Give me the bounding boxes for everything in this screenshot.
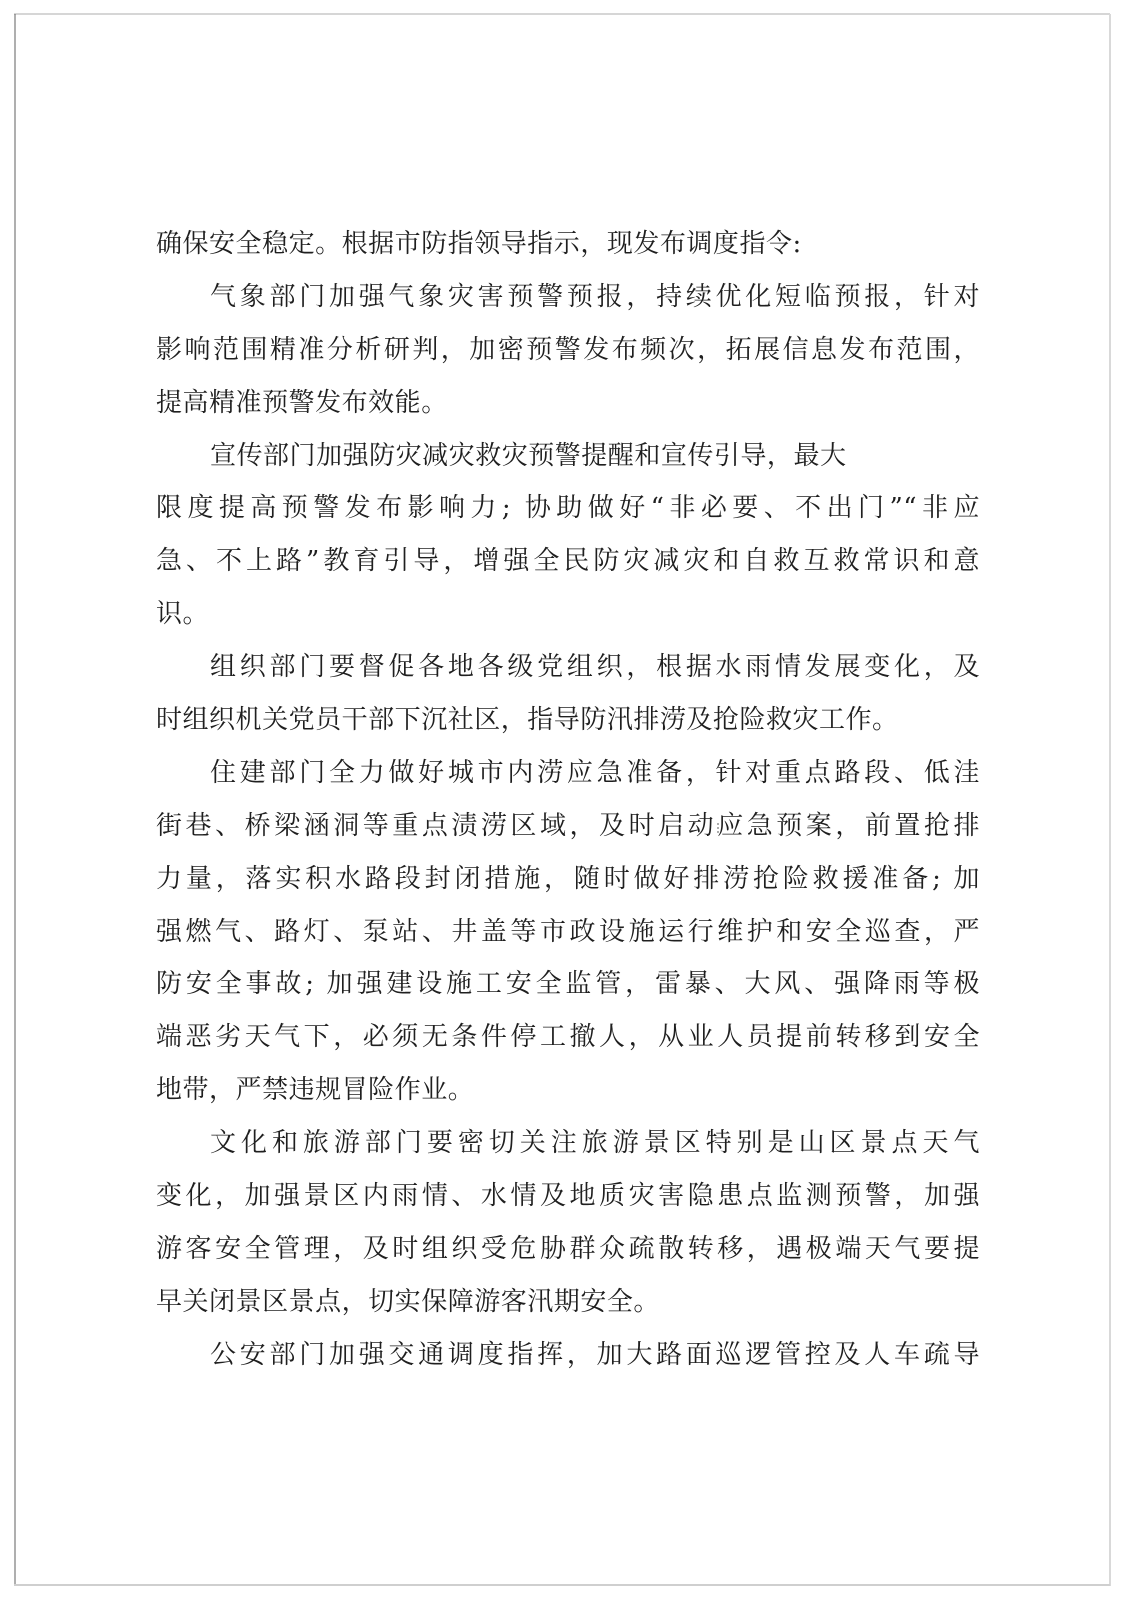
document-line: 急、不上路”教育引导，增强全民防灾减灾和自救互救常识和意 bbox=[156, 546, 980, 577]
document-line: 时组织机关党员干部下沉社区，指导防汛排涝及抢险救灾工作。 bbox=[156, 705, 899, 736]
document-line: 早关闭景区景点，切实保障游客汛期安全。 bbox=[156, 1286, 660, 1317]
document-line: 防安全事故; 加强建设施工安全监管，雷暴、大风、强降雨等极 bbox=[156, 969, 980, 1000]
document-line: 影响范围精准分析研判，加密预警发布频次，拓展信息发布范围， bbox=[156, 334, 980, 365]
document-line: 文化和旅游部门要密切关注旅游景区特别是山区景点天气 bbox=[210, 1128, 980, 1159]
document-line: 端恶劣天气下，必须无条件停工撤人，从业人员提前转移到安全 bbox=[156, 1022, 980, 1053]
document-line: 识。 bbox=[156, 599, 210, 630]
document-line: 街巷、桥梁涵洞等重点渍涝区域，及时启动应急预案，前置抢排 bbox=[156, 810, 980, 841]
scan-edge-right bbox=[1109, 14, 1111, 1586]
document-line: 住建部门全力做好城市内涝应急准备，针对重点路段、低洼 bbox=[210, 757, 980, 788]
document-line: 气象部门加强气象灾害预警预报，持续优化短临预报，针对 bbox=[210, 281, 980, 312]
document-line: 公安部门加强交通调度指挥，加大路面巡逻管控及人车疏导 bbox=[210, 1339, 980, 1370]
document-line: 宣传部门加强防灾减灾救灾预警提醒和宣传引导，最大 bbox=[210, 440, 847, 471]
document-line: 限度提高预警发布影响力; 协助做好“非必要、不出门”“非应 bbox=[156, 493, 980, 524]
document-line: 组织部门要督促各地各级党组织，根据水雨情发展变化，及 bbox=[210, 652, 980, 683]
document-line: 强燃气、路灯、泵站、井盖等市政设施运行维护和安全巡查，严 bbox=[156, 916, 980, 947]
document-body bbox=[156, 218, 980, 1382]
scan-edge-bottom bbox=[14, 1584, 1110, 1586]
document-line: 游客安全管理，及时组织受危胁群众疏散转移，遇极端天气要提 bbox=[156, 1233, 980, 1264]
document-line: 地带，严禁违规冒险作业。 bbox=[156, 1075, 475, 1106]
scan-speck bbox=[717, 823, 722, 833]
document-line: 力量，落实积水路段封闭措施，随时做好排涝抢险救援准备; 加 bbox=[156, 863, 980, 894]
scan-edge-left bbox=[14, 14, 16, 1586]
scan-edge-top bbox=[14, 13, 1110, 15]
document-line: 提高精准预警发布效能。 bbox=[156, 387, 448, 418]
document-line: 确保安全稳定。根据市防指领导指示，现发布调度指令: bbox=[156, 229, 802, 259]
document-line: 变化，加强景区内雨情、水情及地质灾害隐患点监测预警，加强 bbox=[156, 1181, 980, 1212]
